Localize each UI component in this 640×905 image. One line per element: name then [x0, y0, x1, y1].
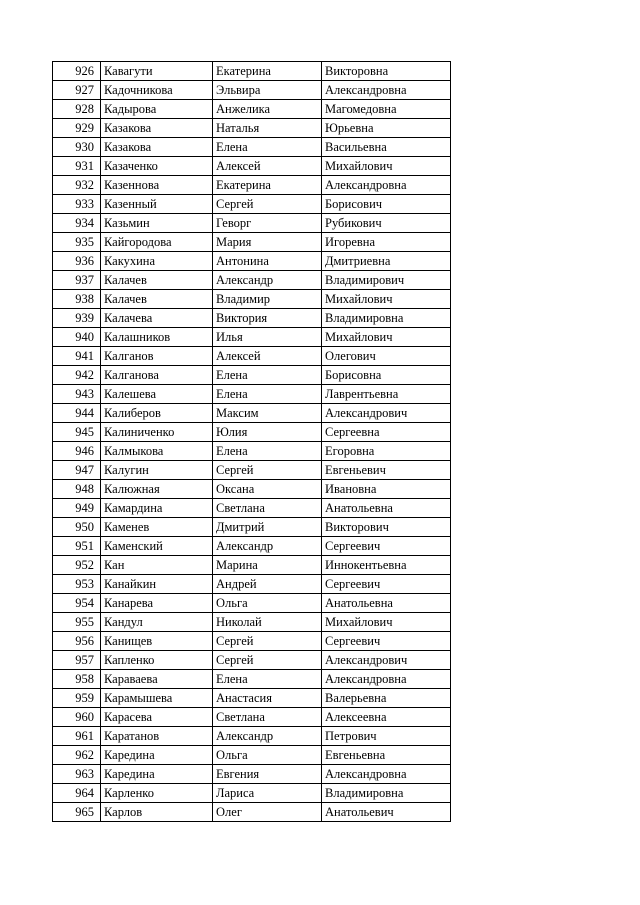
- table-row: [53, 271, 451, 290]
- patronymic-cell: Анатольевна: [322, 594, 451, 613]
- last-name-cell: Карамышева: [101, 689, 213, 708]
- last-name-cell: Казеннова: [101, 176, 213, 195]
- patronymic-cell: Олегович: [322, 347, 451, 366]
- table-row: [53, 290, 451, 309]
- table-row: [53, 138, 451, 157]
- first-name-cell: Алексей: [213, 347, 322, 366]
- first-name-cell: Анжелика: [213, 100, 322, 119]
- table-row: [53, 100, 451, 119]
- row-number: 932: [53, 176, 101, 195]
- row-number: 929: [53, 119, 101, 138]
- first-name-cell: Екатерина: [213, 176, 322, 195]
- table-row: [53, 784, 451, 803]
- first-name-cell: Евгения: [213, 765, 322, 784]
- first-name-cell: Максим: [213, 404, 322, 423]
- row-number: 965: [53, 803, 101, 822]
- patronymic-cell: Борисовна: [322, 366, 451, 385]
- row-number: 934: [53, 214, 101, 233]
- patronymic-cell: Анатольевна: [322, 499, 451, 518]
- last-name-cell: Казенный: [101, 195, 213, 214]
- names-table: [52, 61, 451, 822]
- row-number: 947: [53, 461, 101, 480]
- row-number: 961: [53, 727, 101, 746]
- row-number: 939: [53, 309, 101, 328]
- table-row: [53, 423, 451, 442]
- last-name-cell: Карленко: [101, 784, 213, 803]
- row-number: 943: [53, 385, 101, 404]
- first-name-cell: Сергей: [213, 195, 322, 214]
- table-row: [53, 651, 451, 670]
- table-row: [53, 575, 451, 594]
- row-number: 963: [53, 765, 101, 784]
- patronymic-cell: Владимировна: [322, 309, 451, 328]
- table-row: [53, 461, 451, 480]
- row-number: 955: [53, 613, 101, 632]
- table-row: [53, 195, 451, 214]
- last-name-cell: Канайкин: [101, 575, 213, 594]
- last-name-cell: Капленко: [101, 651, 213, 670]
- table-row: [53, 176, 451, 195]
- row-number: 954: [53, 594, 101, 613]
- row-number: 953: [53, 575, 101, 594]
- patronymic-cell: Васильевна: [322, 138, 451, 157]
- patronymic-cell: Сергеевич: [322, 632, 451, 651]
- patronymic-cell: Владимирович: [322, 271, 451, 290]
- first-name-cell: Елена: [213, 670, 322, 689]
- table-row: [53, 499, 451, 518]
- first-name-cell: Елена: [213, 385, 322, 404]
- first-name-cell: Елена: [213, 138, 322, 157]
- first-name-cell: Ольга: [213, 746, 322, 765]
- last-name-cell: Казакова: [101, 119, 213, 138]
- last-name-cell: Каменев: [101, 518, 213, 537]
- row-number: 930: [53, 138, 101, 157]
- first-name-cell: Ольга: [213, 594, 322, 613]
- patronymic-cell: Магомедовна: [322, 100, 451, 119]
- patronymic-cell: Александровна: [322, 765, 451, 784]
- row-number: 942: [53, 366, 101, 385]
- last-name-cell: Казакова: [101, 138, 213, 157]
- last-name-cell: Кадочникова: [101, 81, 213, 100]
- patronymic-cell: Валерьевна: [322, 689, 451, 708]
- row-number: 927: [53, 81, 101, 100]
- table-row: [53, 62, 451, 81]
- patronymic-cell: Анатольевич: [322, 803, 451, 822]
- table-row: [53, 613, 451, 632]
- table-row: [53, 765, 451, 784]
- last-name-cell: Казьмин: [101, 214, 213, 233]
- last-name-cell: Карлов: [101, 803, 213, 822]
- first-name-cell: Николай: [213, 613, 322, 632]
- row-number: 946: [53, 442, 101, 461]
- row-number: 935: [53, 233, 101, 252]
- first-name-cell: Виктория: [213, 309, 322, 328]
- row-number: 950: [53, 518, 101, 537]
- table-row: [53, 594, 451, 613]
- row-number: 938: [53, 290, 101, 309]
- patronymic-cell: Сергеевич: [322, 537, 451, 556]
- table-row: [53, 689, 451, 708]
- first-name-cell: Сергей: [213, 651, 322, 670]
- table-row: [53, 385, 451, 404]
- last-name-cell: Казаченко: [101, 157, 213, 176]
- first-name-cell: Елена: [213, 442, 322, 461]
- row-number: 940: [53, 328, 101, 347]
- table-row: [53, 214, 451, 233]
- first-name-cell: Наталья: [213, 119, 322, 138]
- last-name-cell: Караваева: [101, 670, 213, 689]
- first-name-cell: Анастасия: [213, 689, 322, 708]
- patronymic-cell: Евгеньевна: [322, 746, 451, 765]
- last-name-cell: Калганов: [101, 347, 213, 366]
- table-row: [53, 708, 451, 727]
- row-number: 952: [53, 556, 101, 575]
- last-name-cell: Каменский: [101, 537, 213, 556]
- patronymic-cell: Александрович: [322, 651, 451, 670]
- row-number: 960: [53, 708, 101, 727]
- last-name-cell: Кадырова: [101, 100, 213, 119]
- patronymic-cell: Лаврентьевна: [322, 385, 451, 404]
- first-name-cell: Мария: [213, 233, 322, 252]
- last-name-cell: Каредина: [101, 765, 213, 784]
- last-name-cell: Калашников: [101, 328, 213, 347]
- patronymic-cell: Александрович: [322, 404, 451, 423]
- patronymic-cell: Юрьевна: [322, 119, 451, 138]
- table-row: [53, 442, 451, 461]
- first-name-cell: Илья: [213, 328, 322, 347]
- patronymic-cell: Петрович: [322, 727, 451, 746]
- row-number: 926: [53, 62, 101, 81]
- patronymic-cell: Рубикович: [322, 214, 451, 233]
- last-name-cell: Каредина: [101, 746, 213, 765]
- first-name-cell: Сергей: [213, 461, 322, 480]
- first-name-cell: Эльвира: [213, 81, 322, 100]
- patronymic-cell: Михайлович: [322, 157, 451, 176]
- first-name-cell: Оксана: [213, 480, 322, 499]
- last-name-cell: Калешева: [101, 385, 213, 404]
- last-name-cell: Каратанов: [101, 727, 213, 746]
- patronymic-cell: Сергеевич: [322, 575, 451, 594]
- first-name-cell: Елена: [213, 366, 322, 385]
- patronymic-cell: Викторович: [322, 518, 451, 537]
- last-name-cell: Кавагути: [101, 62, 213, 81]
- table-row: [53, 252, 451, 271]
- names-table-body: [53, 62, 451, 822]
- patronymic-cell: Ивановна: [322, 480, 451, 499]
- row-number: 933: [53, 195, 101, 214]
- patronymic-cell: Евгеньевич: [322, 461, 451, 480]
- first-name-cell: Дмитрий: [213, 518, 322, 537]
- row-number: 958: [53, 670, 101, 689]
- table-row: [53, 670, 451, 689]
- last-name-cell: Кандул: [101, 613, 213, 632]
- last-name-cell: Камардина: [101, 499, 213, 518]
- first-name-cell: Марина: [213, 556, 322, 575]
- patronymic-cell: Иннокентьевна: [322, 556, 451, 575]
- last-name-cell: Калугин: [101, 461, 213, 480]
- patronymic-cell: Викторовна: [322, 62, 451, 81]
- last-name-cell: Канищев: [101, 632, 213, 651]
- row-number: 948: [53, 480, 101, 499]
- table-row: [53, 518, 451, 537]
- last-name-cell: Калачев: [101, 271, 213, 290]
- row-number: 956: [53, 632, 101, 651]
- row-number: 936: [53, 252, 101, 271]
- table-row: [53, 233, 451, 252]
- patronymic-cell: Михайлович: [322, 328, 451, 347]
- patronymic-cell: Сергеевна: [322, 423, 451, 442]
- row-number: 949: [53, 499, 101, 518]
- table-row: [53, 746, 451, 765]
- last-name-cell: Калиниченко: [101, 423, 213, 442]
- row-number: 959: [53, 689, 101, 708]
- first-name-cell: Светлана: [213, 708, 322, 727]
- row-number: 944: [53, 404, 101, 423]
- last-name-cell: Калюжная: [101, 480, 213, 499]
- last-name-cell: Канарева: [101, 594, 213, 613]
- last-name-cell: Кайгородова: [101, 233, 213, 252]
- row-number: 957: [53, 651, 101, 670]
- first-name-cell: Сергей: [213, 632, 322, 651]
- row-number: 945: [53, 423, 101, 442]
- row-number: 951: [53, 537, 101, 556]
- first-name-cell: Владимир: [213, 290, 322, 309]
- table-row: [53, 119, 451, 138]
- table-row: [53, 309, 451, 328]
- first-name-cell: Алексей: [213, 157, 322, 176]
- first-name-cell: Геворг: [213, 214, 322, 233]
- first-name-cell: Антонина: [213, 252, 322, 271]
- row-number: 941: [53, 347, 101, 366]
- last-name-cell: Карасева: [101, 708, 213, 727]
- row-number: 931: [53, 157, 101, 176]
- table-row: [53, 328, 451, 347]
- row-number: 962: [53, 746, 101, 765]
- last-name-cell: Калиберов: [101, 404, 213, 423]
- table-row: [53, 81, 451, 100]
- patronymic-cell: Дмитриевна: [322, 252, 451, 271]
- patronymic-cell: Александровна: [322, 81, 451, 100]
- first-name-cell: Светлана: [213, 499, 322, 518]
- row-number: 937: [53, 271, 101, 290]
- table-row: [53, 347, 451, 366]
- first-name-cell: Екатерина: [213, 62, 322, 81]
- table-row: [53, 480, 451, 499]
- patronymic-cell: Михайлович: [322, 613, 451, 632]
- patronymic-cell: Александровна: [322, 176, 451, 195]
- patronymic-cell: Борисович: [322, 195, 451, 214]
- first-name-cell: Андрей: [213, 575, 322, 594]
- first-name-cell: Александр: [213, 727, 322, 746]
- last-name-cell: Какухина: [101, 252, 213, 271]
- patronymic-cell: Владимировна: [322, 784, 451, 803]
- table-row: [53, 404, 451, 423]
- row-number: 964: [53, 784, 101, 803]
- table-row: [53, 366, 451, 385]
- last-name-cell: Калмыкова: [101, 442, 213, 461]
- first-name-cell: Александр: [213, 271, 322, 290]
- table-row: [53, 157, 451, 176]
- patronymic-cell: Игоревна: [322, 233, 451, 252]
- table-row: [53, 632, 451, 651]
- table-row: [53, 556, 451, 575]
- first-name-cell: Олег: [213, 803, 322, 822]
- last-name-cell: Кан: [101, 556, 213, 575]
- table-row: [53, 727, 451, 746]
- last-name-cell: Калганова: [101, 366, 213, 385]
- last-name-cell: Калачев: [101, 290, 213, 309]
- patronymic-cell: Алексеевна: [322, 708, 451, 727]
- table-row: [53, 537, 451, 556]
- first-name-cell: Лариса: [213, 784, 322, 803]
- first-name-cell: Александр: [213, 537, 322, 556]
- first-name-cell: Юлия: [213, 423, 322, 442]
- row-number: 928: [53, 100, 101, 119]
- patronymic-cell: Александровна: [322, 670, 451, 689]
- table-row: [53, 803, 451, 822]
- last-name-cell: Калачева: [101, 309, 213, 328]
- patronymic-cell: Егоровна: [322, 442, 451, 461]
- patronymic-cell: Михайлович: [322, 290, 451, 309]
